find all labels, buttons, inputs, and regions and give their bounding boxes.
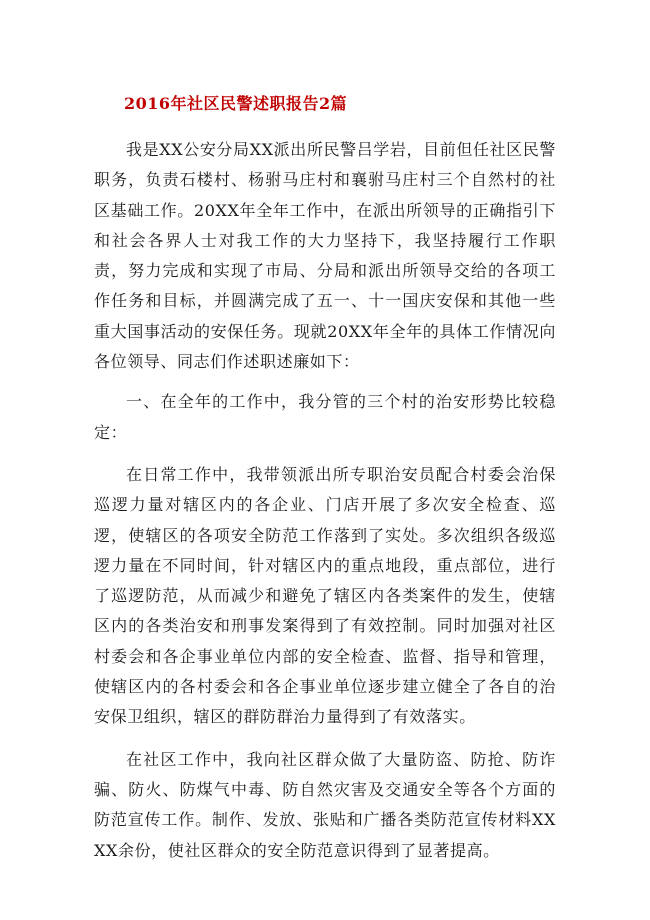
paragraph-daily-work: 在日常工作中，我带领派出所专职治安员配合村委会治保巡逻力量对辖区内的各企业、门店开展了多次安全检查、巡逻，使辖区的各项安全防范工作落到了实处。多次组织各级巡逻力量在不同时间，针对辖区内的重点地段，重点部位，进行了巡逻防范，从而减少和避免了辖区内各类案件的发生，使辖区内的各类治安和刑事发案得到了有效控制。同时加强对社区村委会和各企事业单位内部的安全检查、监督、指导和管理，使辖区内的各村委会和各企事业单位逐步建立健全了各自的治安保卫组织，辖区的群防群治力量得到了有效落实。 — [94, 464, 556, 727]
paragraph-community-work: 在社区工作中，我向社区群众做了大量防盗、防抢、防诈骗、防火、防煤气中毒、防自然灾害及交通安全等各个方面的防范宣传工作。制作、发放、张贴和广播各类防范宣传材料XXXX余份，使社区群众的安全防范意识得到了显著提高。 — [94, 749, 556, 860]
paragraph-section-one-heading: 一、在全年的工作中，我分管的三个村的治安形势比较稳定： — [94, 392, 556, 442]
document-body — [94, 135, 556, 878]
paragraph-intro: 我是XX公安分局XX派出所民警吕学岩，目前但任社区民警职务，负责石楼村、杨驸马庄村和襄驸马庄村三个自然村的社区基础工作。20XX年全年工作中，在派出所领导的正确指引下和社会各界人士对我工作的大力坚持下，我坚持履行工作职责，努力完成和实现了市局、分局和派出所领导交给的各项工作任务和目标，并圆满完成了五一、十一国庆安保和其他一些重大国事活动的安保任务。现就20XX年全年的具体工作情况向各位领导、同志们作述职述廉如下： — [94, 140, 556, 372]
document-title: 2016年社区民警述职报告2篇 — [124, 94, 348, 113]
